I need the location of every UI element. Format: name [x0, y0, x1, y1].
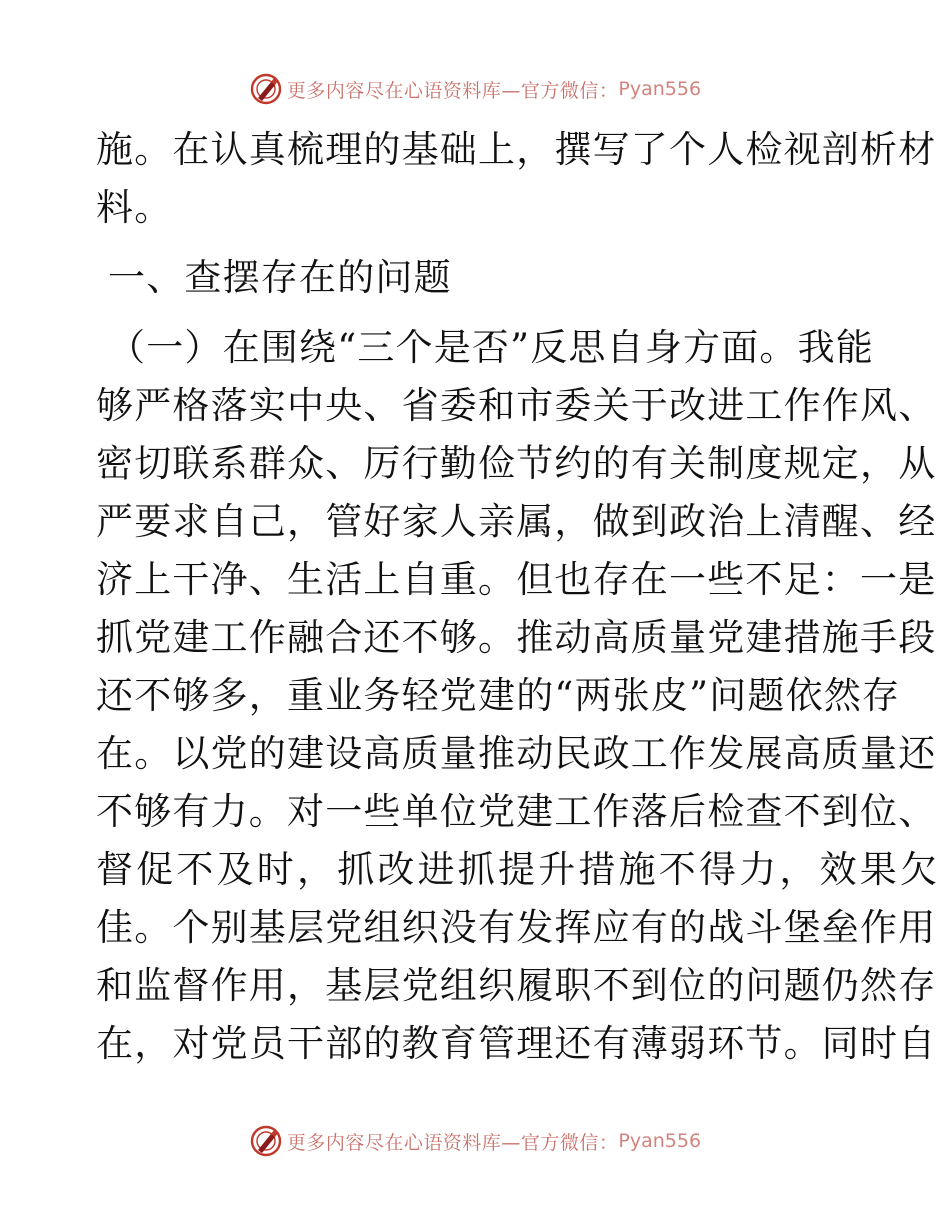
watermark-text: 更多内容尽在心语资料库—官方微信： — [286, 1131, 619, 1154]
paragraph-line: 和监督作用，基层党组织履职不到位的问题仍然存 — [96, 964, 937, 1007]
paragraph-line: 佳。个别基层党组织没有发挥应有的战斗堡垒作用 — [96, 906, 937, 949]
paragraph-line: 济上干净、生活上自重。但也存在一些不足：一是 — [96, 558, 937, 601]
header-watermark — [0, 72, 950, 106]
paragraph-line: 够严格落实中央、省委和市委关于改进工作作风、 — [96, 384, 937, 427]
body-line: 料。 — [96, 186, 173, 229]
watermark-brand: Pyan556 — [618, 78, 702, 100]
pen-circle-icon — [249, 72, 283, 106]
footer-watermark — [0, 1124, 950, 1158]
paragraph-line: （一）在围绕“三个是否”反思自身方面。我能 — [108, 326, 875, 369]
paragraph-line: 抓党建工作融合还不够。推动高质量党建措施手段 — [96, 616, 937, 659]
document-body — [96, 124, 941, 1076]
watermark-text: 更多内容尽在心语资料库—官方微信： — [286, 79, 619, 102]
paragraph-line: 还不够多，重业务轻党建的“两张皮”问题依然存 — [96, 674, 901, 717]
body-line: 施。在认真梳理的基础上，撰写了个人检视剖析材 — [96, 128, 937, 171]
watermark-brand: Pyan556 — [618, 1130, 702, 1152]
paragraph-line: 不够有力。对一些单位党建工作落后检查不到位、 — [96, 790, 937, 833]
paragraph-line: 在。以党的建设高质量推动民政工作发展高质量还 — [96, 732, 937, 775]
pen-circle-icon — [249, 1124, 283, 1158]
paragraph-line: 严要求自己，管好家人亲属，做到政治上清醒、经 — [96, 500, 937, 543]
section-heading: 一、查摆存在的问题 — [108, 256, 452, 299]
paragraph-line: 在，对党员干部的教育管理还有薄弱环节。同时自 — [96, 1022, 937, 1065]
paragraph-line: 督促不及时，抓改进抓提升措施不得力，效果欠 — [96, 848, 941, 891]
paragraph-line: 密切联系群众、厉行勤俭节约的有关制度规定，从 — [96, 442, 937, 485]
